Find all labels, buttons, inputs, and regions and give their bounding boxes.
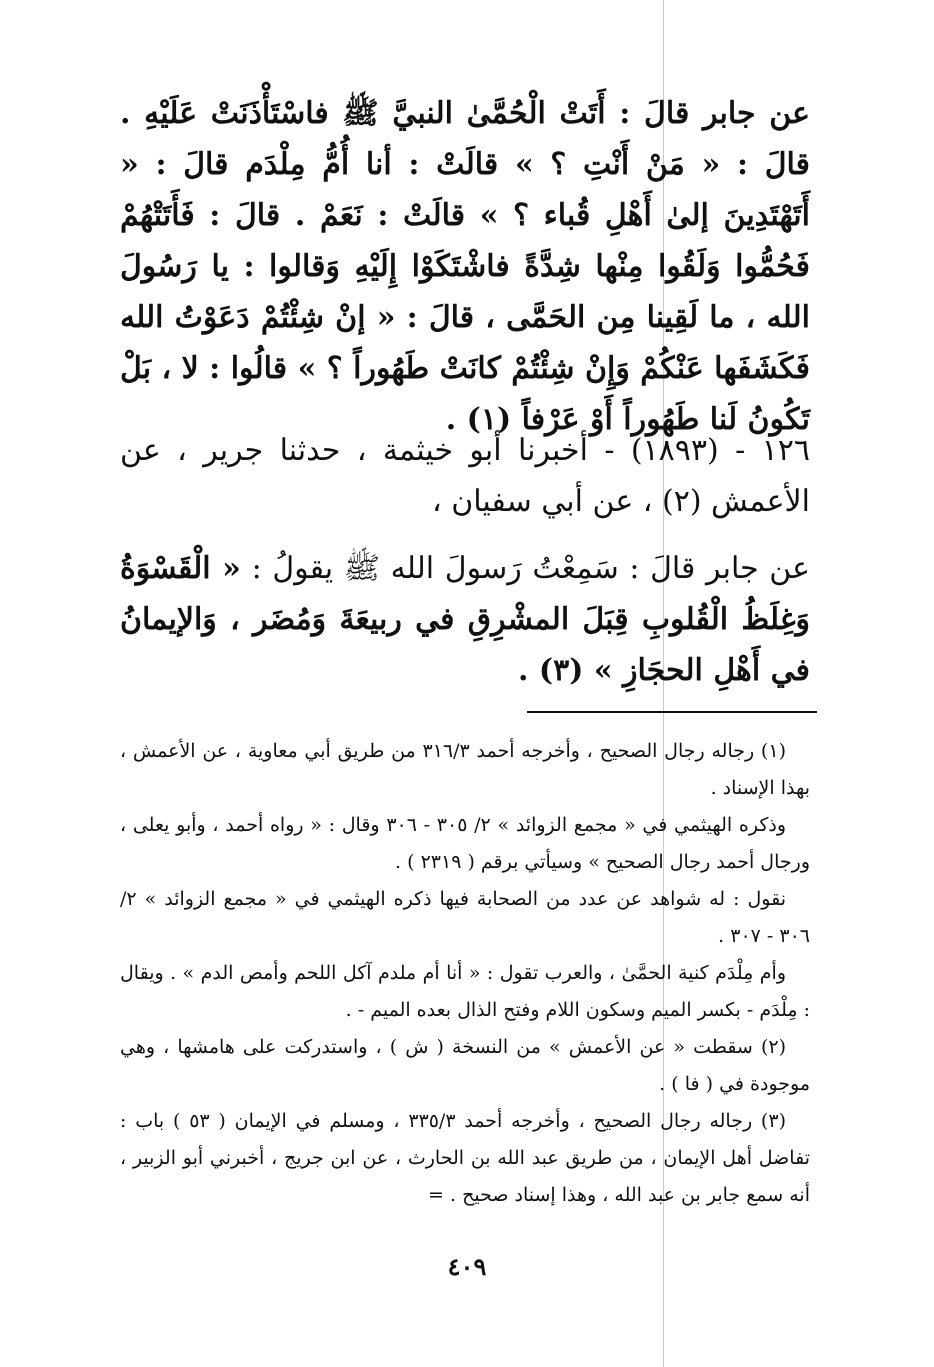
hadith-jabir-hardness [120, 543, 810, 696]
isnad-hadith-126: ١٢٦ - (١٨٩٣) - أخبرنا أبو خيثمة ، حدثنا جرير ، عن الأعمش (٢) ، عن أبي سفيان ، [120, 433, 810, 519]
footnote-1-shawahid: نقول : له شواهد عن عدد من الصحابة فيها ذكره الهيثمي في « مجمع الزوائد » ٢/ ٣٠٦ - ٣٠٧ . [120, 888, 810, 947]
footnote-separator [527, 711, 817, 713]
footnote-1-haythami: وذكره الهيثمي في « مجمع الزوائد » ٢/ ٣٠٥ - ٣٠٦ وقال : « رواه أحمد ، وأبو يعلى ، ورجال أحمد رجال الصحيح » وسيأتي برقم ( ٢٣١٩ ) . [120, 814, 810, 873]
hadith-text: « الْقَسْوَةُ وَغِلَظُ الْقُلوبِ قِبَلَ المشْرِقِ في ربيعَةَ وَمُضَر ، وَالإيمانُ في أَهْلِ الحجَازِ » (٣) . [120, 551, 810, 688]
footnotes [120, 733, 810, 1214]
footnote-1: (١) رجاله رجال الصحيح ، وأخرجه أحمد ٣١٦/٣ من طريق أبي معاوية ، عن الأعمش ، بهذا الإسناد . [120, 740, 810, 799]
footnote-2: (٢) سقطت « عن الأعمش » من النسخة ( ش ) ، واستدركت على هامشها ، وهي موجودة في ( فا ) . [120, 1036, 810, 1095]
footnote-3: (٣) رجاله رجال الصحيح ، وأخرجه أحمد ٣٣٥/٣ ، ومسلم في الإيمان ( ٥٣ ) باب : تفاضل أهل الإيمان ، من طريق عبد الله بن الحارث ، عن ابن جريج ، أخبرني أبو الزبير ، أنه سمع جابر بن عبد الله ، وهذا إسناد صحيح . = [120, 1110, 810, 1206]
hadith-jabir-fever: عن جابر قالَ : أَتَتْ الْحُمَّىٰ النبيَّ ﷺ فاسْتَأْذَنَتْ عَلَيْهِ . قالَ : « مَنْ أَنْتِ ؟ » قالَتْ : أنا أُمُّ مِلْدَم قالَ : « أَتَهْتَدِينَ إلىٰ أَهْلِ قُباء ؟ » قالَتْ : نَعَمْ . قالَ : فَأَتَتْهُمْ فَحُمُّوا وَلَقُوا مِنْها شِدَّةً فاشْتَكَوْا إِلَيْهِ وَقالوا : يا رَسُولَ الله ، ما لَقِينا مِن الحَمَّى ، قالَ : « إنْ شِئْتُمْ دَعَوْتُ الله فَكَشَفَها عَنْكُمْ وَإِنْ شِئْتُمْ كانَتْ طَهُوراً ؟ » قالُوا : لا ، بَلْ تَكُونُ لَنا طَهُوراً أَوْ عَرْفاً (١) . [119, 96, 810, 437]
hadith-intro: عن جابر قالَ : سَمِعْتُ رَسولَ الله ﷺ يقولُ : [251, 551, 810, 586]
footnote-1-umm-mildam: وأم مِلْدَم كنية الحمَّىٰ ، والعرب تقول : « أنا أم ملدم آكل اللحم وأمص الدم » . ويقال : مِلْدَم - بكسر الميم وسكون اللام وفتح الذال بعده الميم - . [120, 962, 810, 1021]
page-number: ٤٠٩ [447, 1252, 487, 1281]
